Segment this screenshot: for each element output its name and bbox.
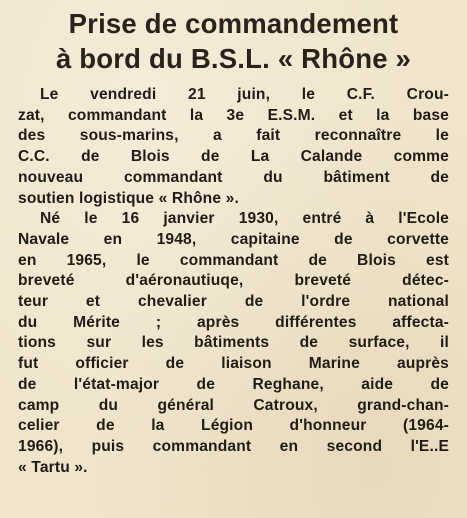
text-line: 1966), puis commandant en second l'E..E — [18, 437, 449, 455]
paragraph-1 — [18, 85, 449, 209]
article-body — [18, 85, 449, 478]
text-line: Navale en 1948, capitaine de corvette — [18, 230, 449, 248]
text-line: en 1965, le commandant de Blois est — [18, 251, 449, 269]
paragraph-2 — [18, 209, 449, 478]
text-line: fut officier de liaison Marine auprès — [18, 355, 449, 373]
text-line: Le vendredi 21 juin, le C.F. Crou- — [40, 86, 449, 103]
headline — [18, 6, 449, 76]
text-line: du Mérite ; après différentes affecta- — [18, 313, 449, 331]
text-line: soutien logistique « Rhône ». — [18, 189, 239, 207]
text-line: zat, commandant la 3e E.S.M. et la base — [18, 106, 449, 124]
text-line: Né le 16 janvier 1930, entré à l'Ecole — [40, 210, 449, 228]
headline-line-2: à bord du B.S.L. « Rhône » — [55, 43, 412, 74]
text-line: celier de la Légion d'honneur (1964- — [18, 417, 449, 435]
text-line: nouveau commandant du bâtiment de — [18, 168, 449, 186]
text-line: tions sur les bâtiments de surface, il — [18, 334, 449, 352]
text-line: camp du général Catroux, grand-chan- — [18, 396, 449, 414]
text-line: des sous-marins, a fait reconnaître le — [18, 127, 449, 145]
text-line: « Tartu ». — [18, 458, 88, 476]
text-line: breveté d'aéronautiuqe, breveté détec- — [18, 272, 449, 290]
headline-line-1: Prise de commandement — [68, 8, 399, 39]
text-line: C.C. de Blois de La Calande comme — [18, 148, 449, 166]
text-line: teur et chevalier de l'ordre national — [18, 293, 449, 311]
text-line: de l'état-major de Reghane, aide de — [18, 375, 449, 393]
